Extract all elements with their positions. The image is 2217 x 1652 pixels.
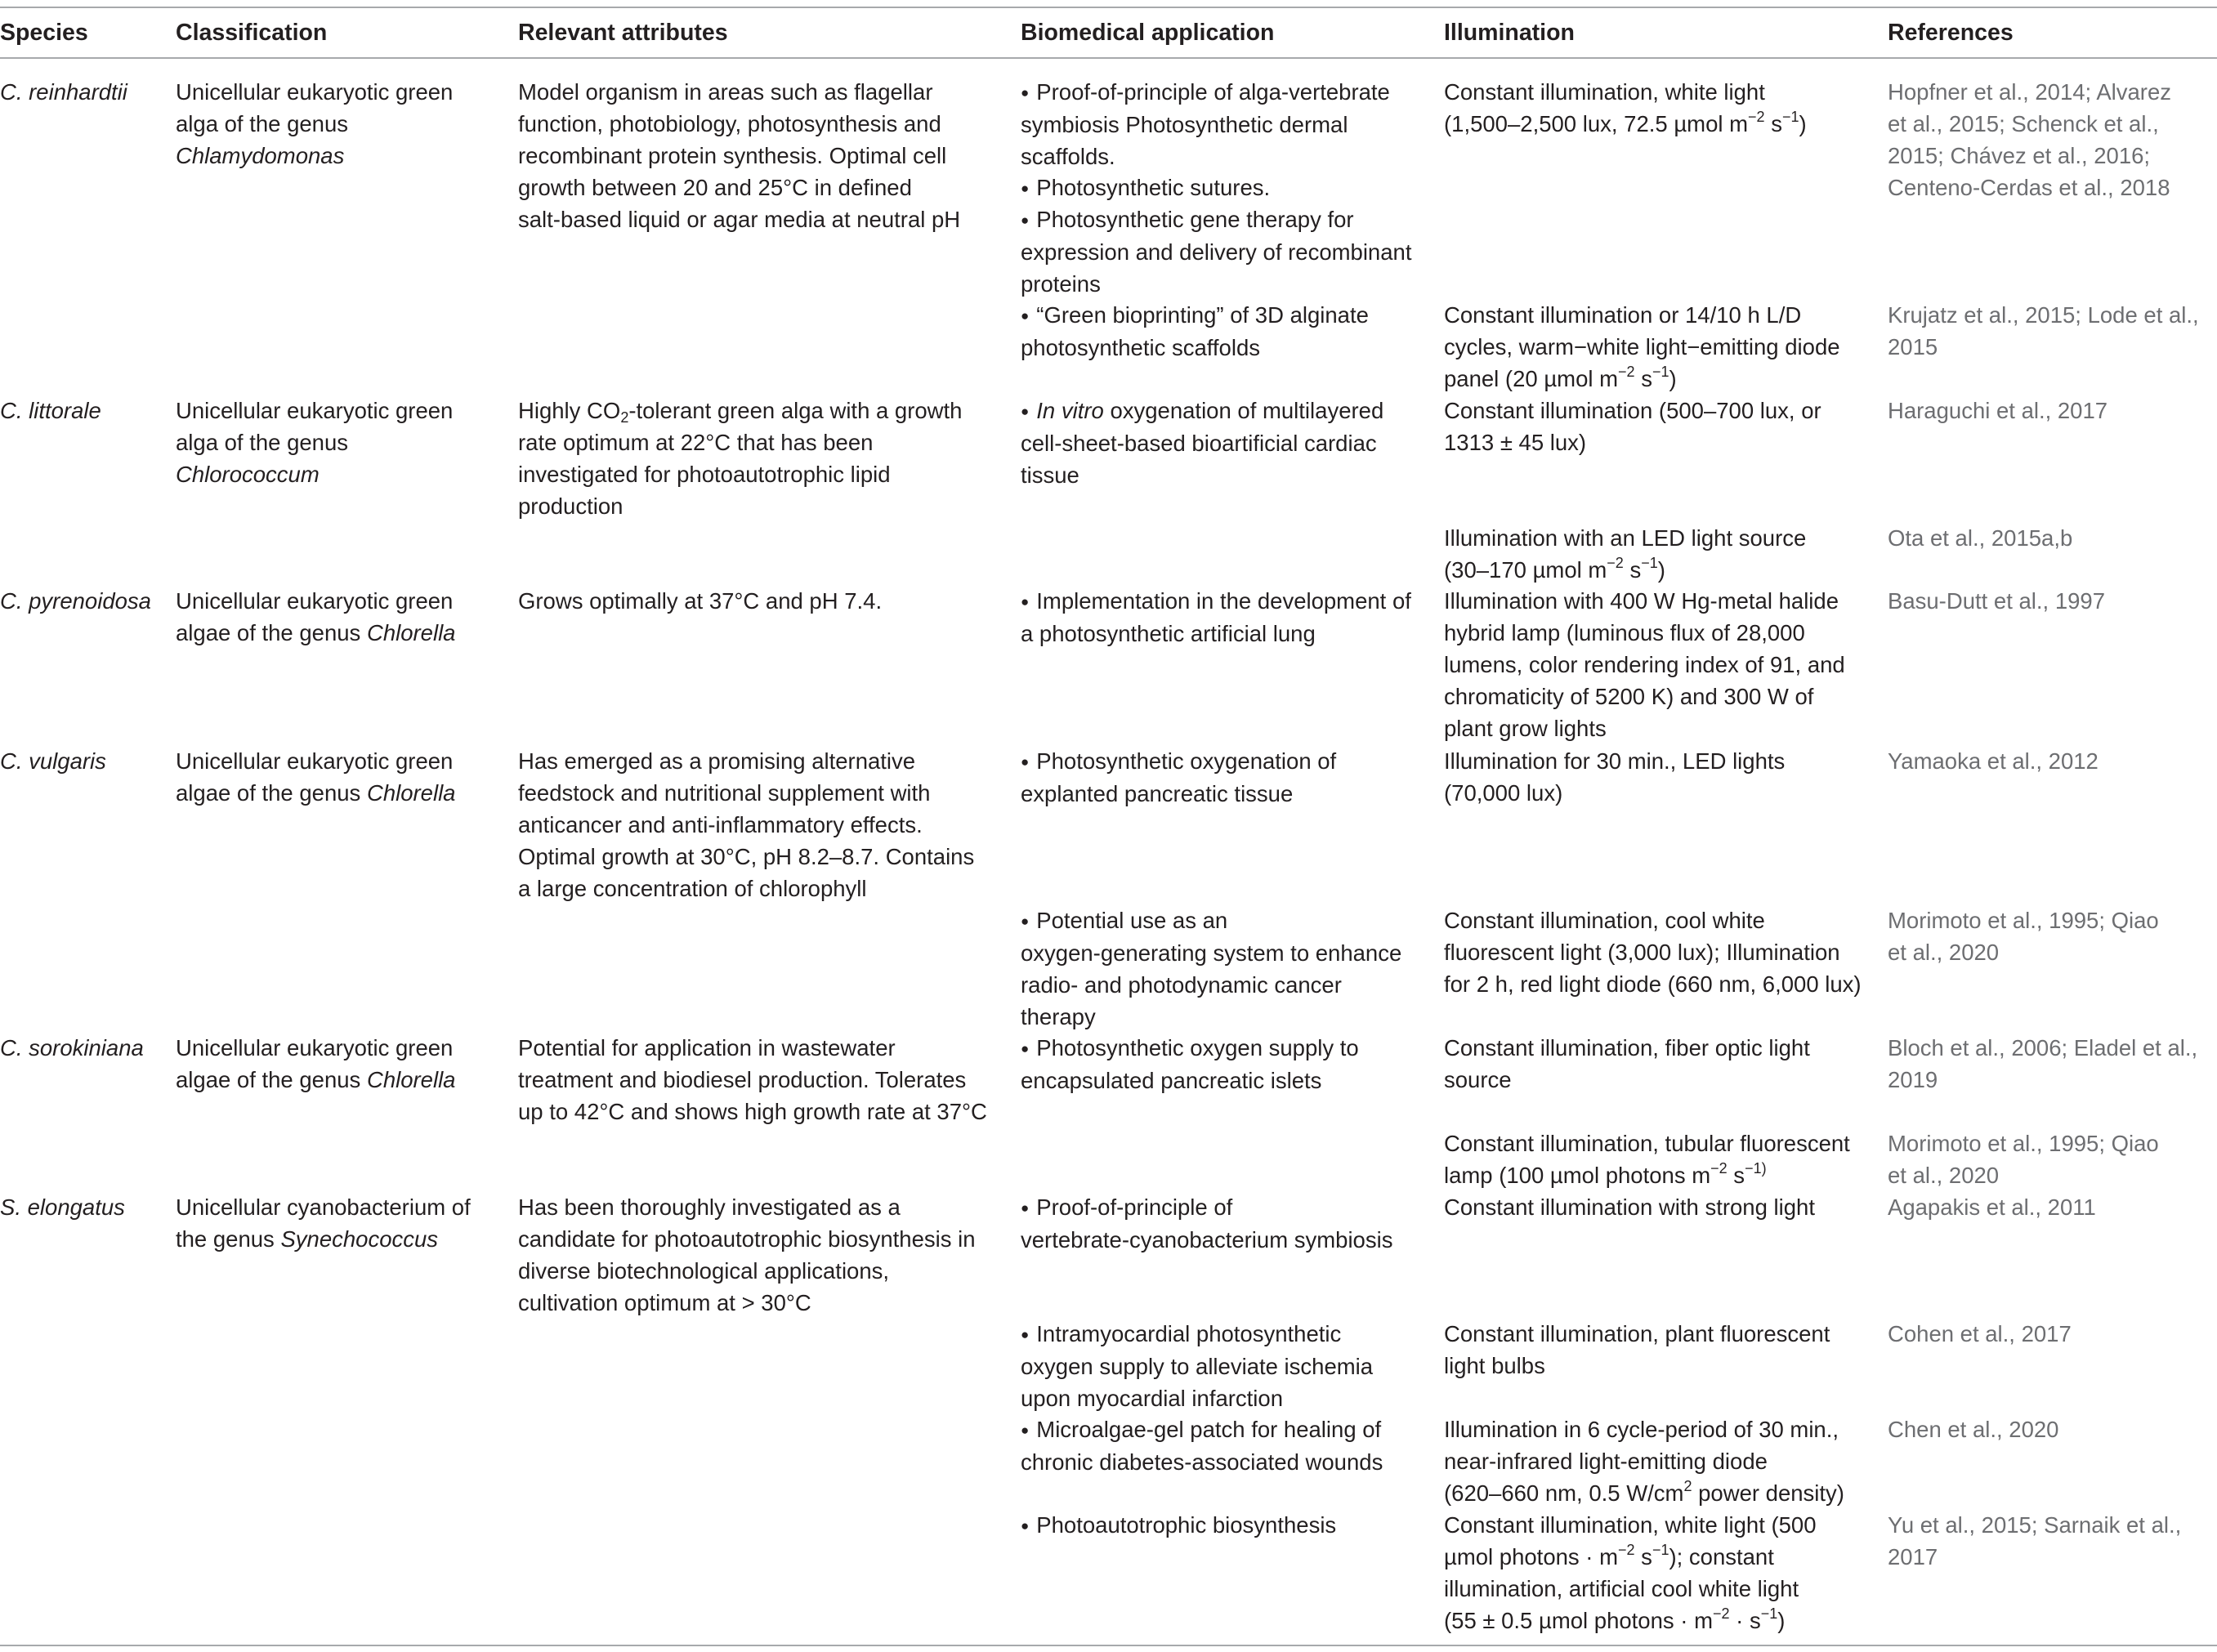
references-cell[interactable]: Bloch et al., 2006; Eladel et al., 2019	[1888, 1035, 2198, 1092]
classification-cell: Unicellular eukaryotic green algae of the genus Chlorella	[176, 588, 456, 645]
application-cell: ● Photosynthetic sutures.	[1021, 175, 1271, 200]
illumination-cell: Constant illumination, cool white fluorescent light (3,000 lux); Illumination for 2 h, red light diode (660 nm, 6,000 lux)	[1444, 908, 1862, 997]
illumination-cell: Constant illumination, fiber optic light source	[1444, 1035, 1810, 1092]
application-cell: ● Photosynthetic gene therapy for expression and delivery of recombinant proteins	[1021, 207, 1412, 297]
illumination-cell: Constant illumination, tubular fluorescent lamp (100 µmol photons $m^{-2}$ $s^{-1)}$	[1444, 1131, 1850, 1188]
illumination-cell: Constant illumination, white light (1,500–2,500 lux, 72.5 µmol $m^{-2}$ $s^{-1}$)	[1444, 79, 1807, 136]
header-illumination: Illumination	[1444, 20, 1575, 46]
bullet-icon: ●	[1021, 308, 1030, 324]
application-cell: ● Proof-of-principle of alga-vertebrate symbiosis Photosynthetic dermal scaffolds.	[1021, 79, 1390, 169]
attributes-cell: Has been thoroughly investigated as a candidate for photoautotrophic biosynthesis in diverse biotechnological applications, cultivation optimum at > 30°C	[518, 1194, 976, 1315]
classification-cell: Unicellular cyanobacterium of the genus Synechococcus	[176, 1194, 471, 1252]
attributes-cell: Has emerged as a promising alternative feedstock and nutritional supplement with anticancer and anti-inflammatory effects. Optimal growth at 30°C, pH 8.2–8.7. Contains a large concentration of chlorophyll	[518, 748, 975, 901]
bullet-icon: ●	[1021, 1327, 1030, 1342]
references-cell[interactable]: Ota et al., 2015a,b	[1888, 525, 2073, 551]
illumination-cell: Constant illumination, plant fluorescent light bulbs	[1444, 1321, 1830, 1378]
bullet-icon: ●	[1021, 1200, 1030, 1216]
attributes-cell: Potential for application in wastewater treatment and biodiesel production. Tolerates up to 42°C and shows high growth rate at 37°C	[518, 1035, 987, 1124]
species-cell: C. sorokiniana	[0, 1035, 144, 1060]
application-cell: ● Implementation in the development of a photosynthetic artificial lung	[1021, 588, 1411, 646]
references-cell[interactable]: Morimoto et al., 1995; Qiao et al., 2020	[1888, 1131, 2159, 1188]
header-classification: Classification	[176, 20, 328, 46]
application-cell: ● Proof-of-principle of vertebrate-cyanobacterium symbiosis	[1021, 1194, 1393, 1252]
classification-cell: Unicellular eukaryotic green alga of the genus Chlorococcum	[176, 398, 454, 487]
references-cell[interactable]: Basu-Dutt et al., 1997	[1888, 588, 2105, 614]
header-attributes: Relevant attributes	[518, 20, 728, 46]
bullet-icon: ●	[1021, 181, 1030, 196]
illumination-cell: Constant illumination (500–700 lux, or 1313 ± 45 lux)	[1444, 398, 1821, 455]
references-cell[interactable]: Agapakis et al., 2011	[1888, 1194, 2096, 1220]
illumination-cell: Constant illumination or 14/10 h L/D cycles, warm−white light−emitting diode panel (20 µmol $m^{-2}$ $s^{-1}$)	[1444, 302, 1840, 391]
header-species: Species	[0, 20, 88, 46]
species-cell: C. pyrenoidosa	[0, 588, 151, 614]
illumination-cell: Constant illumination, white light (500 µmol photons · $m^{-2}$ $s^{-1}$); constant illumination, artificial cool white light (55 ± 0.5 µmol photons · $m^{-2} \cdot s^{-1}$)	[1444, 1512, 1817, 1633]
references-cell[interactable]: Morimoto et al., 1995; Qiao et al., 2020	[1888, 908, 2159, 965]
attributes-cell: Grows optimally at 37°C and pH 7.4.	[518, 588, 883, 614]
bullet-icon: ●	[1021, 594, 1030, 609]
application-cell: ● Microalgae-gel patch for healing of chronic diabetes-associated wounds	[1021, 1417, 1383, 1475]
illumination-cell: Illumination in 6 cycle-period of 30 min., near-infrared light-emitting diode (620–660 nm, 0.5 $W/cm^2$ power density)	[1444, 1417, 1844, 1506]
species-cell: S. elongatus	[0, 1194, 125, 1220]
illumination-cell: Illumination with an LED light source (30–170 µmol $m^{-2}$ $s^{-1}$)	[1444, 525, 1807, 583]
attributes-cell: Highly $CO_2$-tolerant green alga with a growth rate optimum at 22°C that has been investigated for photoautotrophic lipid production	[518, 398, 963, 519]
illumination-cell: Illumination for 30 min., LED lights (70,000 lux)	[1444, 748, 1786, 806]
application-cell: ● Intramyocardial photosynthetic oxygen supply to alleviate ischemia upon myocardial infarction	[1021, 1321, 1374, 1411]
references-cell[interactable]: Hopfner et al., 2014; Alvarez et al., 2015; Schenck et al., 2015; Chávez et al., 2016; Centeno-Cerdas et al., 2018	[1888, 79, 2172, 200]
table-bottom-rule	[0, 1645, 2217, 1646]
classification-cell: Unicellular eukaryotic green algae of the genus Chlorella	[176, 748, 456, 806]
species-cell: C. littorale	[0, 398, 101, 423]
application-cell: ● “Green bioprinting” of 3D alginate photosynthetic scaffolds	[1021, 302, 1369, 360]
species-cell: C. reinhardtii	[0, 79, 127, 105]
bullet-icon: ●	[1021, 1518, 1030, 1534]
species-cell: C. vulgaris	[0, 748, 106, 774]
references-cell[interactable]: Krujatz et al., 2015; Lode et al., 2015	[1888, 302, 2199, 359]
references-cell[interactable]: Yamaoka et al., 2012	[1888, 748, 2099, 774]
table-top-rule	[0, 7, 2217, 8]
classification-cell: Unicellular eukaryotic green alga of the genus Chlamydomonas	[176, 79, 454, 168]
bullet-icon: ●	[1021, 1422, 1030, 1438]
header-references: References	[1888, 20, 2014, 46]
references-cell[interactable]: Cohen et al., 2017	[1888, 1321, 2072, 1346]
illumination-cell: Illumination with 400 W Hg-metal halide hybrid lamp (luminous flux of 28,000 lumens, color rendering index of 91, and chromaticity of 5200 K) and 300 W of plant grow lights	[1444, 588, 1845, 741]
application-cell: ● Photosynthetic oxygenation of explanted pancreatic tissue	[1021, 748, 1337, 806]
application-cell: ● Photoautotrophic biosynthesis	[1021, 1512, 1337, 1538]
bullet-icon: ●	[1021, 754, 1030, 770]
classification-cell: Unicellular eukaryotic green algae of the genus Chlorella	[176, 1035, 456, 1092]
bullet-icon: ●	[1021, 404, 1030, 419]
application-cell: ● Photosynthetic oxygen supply to encapsulated pancreatic islets	[1021, 1035, 1359, 1093]
references-cell[interactable]: Haraguchi et al., 2017	[1888, 398, 2108, 423]
references-cell[interactable]: Chen et al., 2020	[1888, 1417, 2059, 1442]
header-application: Biomedical application	[1021, 20, 1275, 46]
header-rule	[0, 57, 2217, 59]
illumination-cell: Constant illumination with strong light	[1444, 1194, 1815, 1220]
bullet-icon: ●	[1021, 212, 1030, 228]
application-cell: ● In vitro oxygenation of multilayered cell-sheet-based bioartificial cardiac tissue	[1021, 398, 1384, 488]
attributes-cell: Model organism in areas such as flagellar function, photobiology, photosynthesis and recombinant protein synthesis. Optimal cell growth between 20 and 25°C in defined salt-based liquid or agar media at neutral pH	[518, 79, 961, 232]
bullet-icon: ●	[1021, 85, 1030, 100]
application-cell: ● Potential use as an oxygen-generating system to enhance radio- and photodynamic cancer therapy	[1021, 908, 1402, 1029]
bullet-icon: ●	[1021, 913, 1030, 929]
references-cell[interactable]: Yu et al., 2015; Sarnaik et al., 2017	[1888, 1512, 2182, 1569]
bullet-icon: ●	[1021, 1041, 1030, 1056]
